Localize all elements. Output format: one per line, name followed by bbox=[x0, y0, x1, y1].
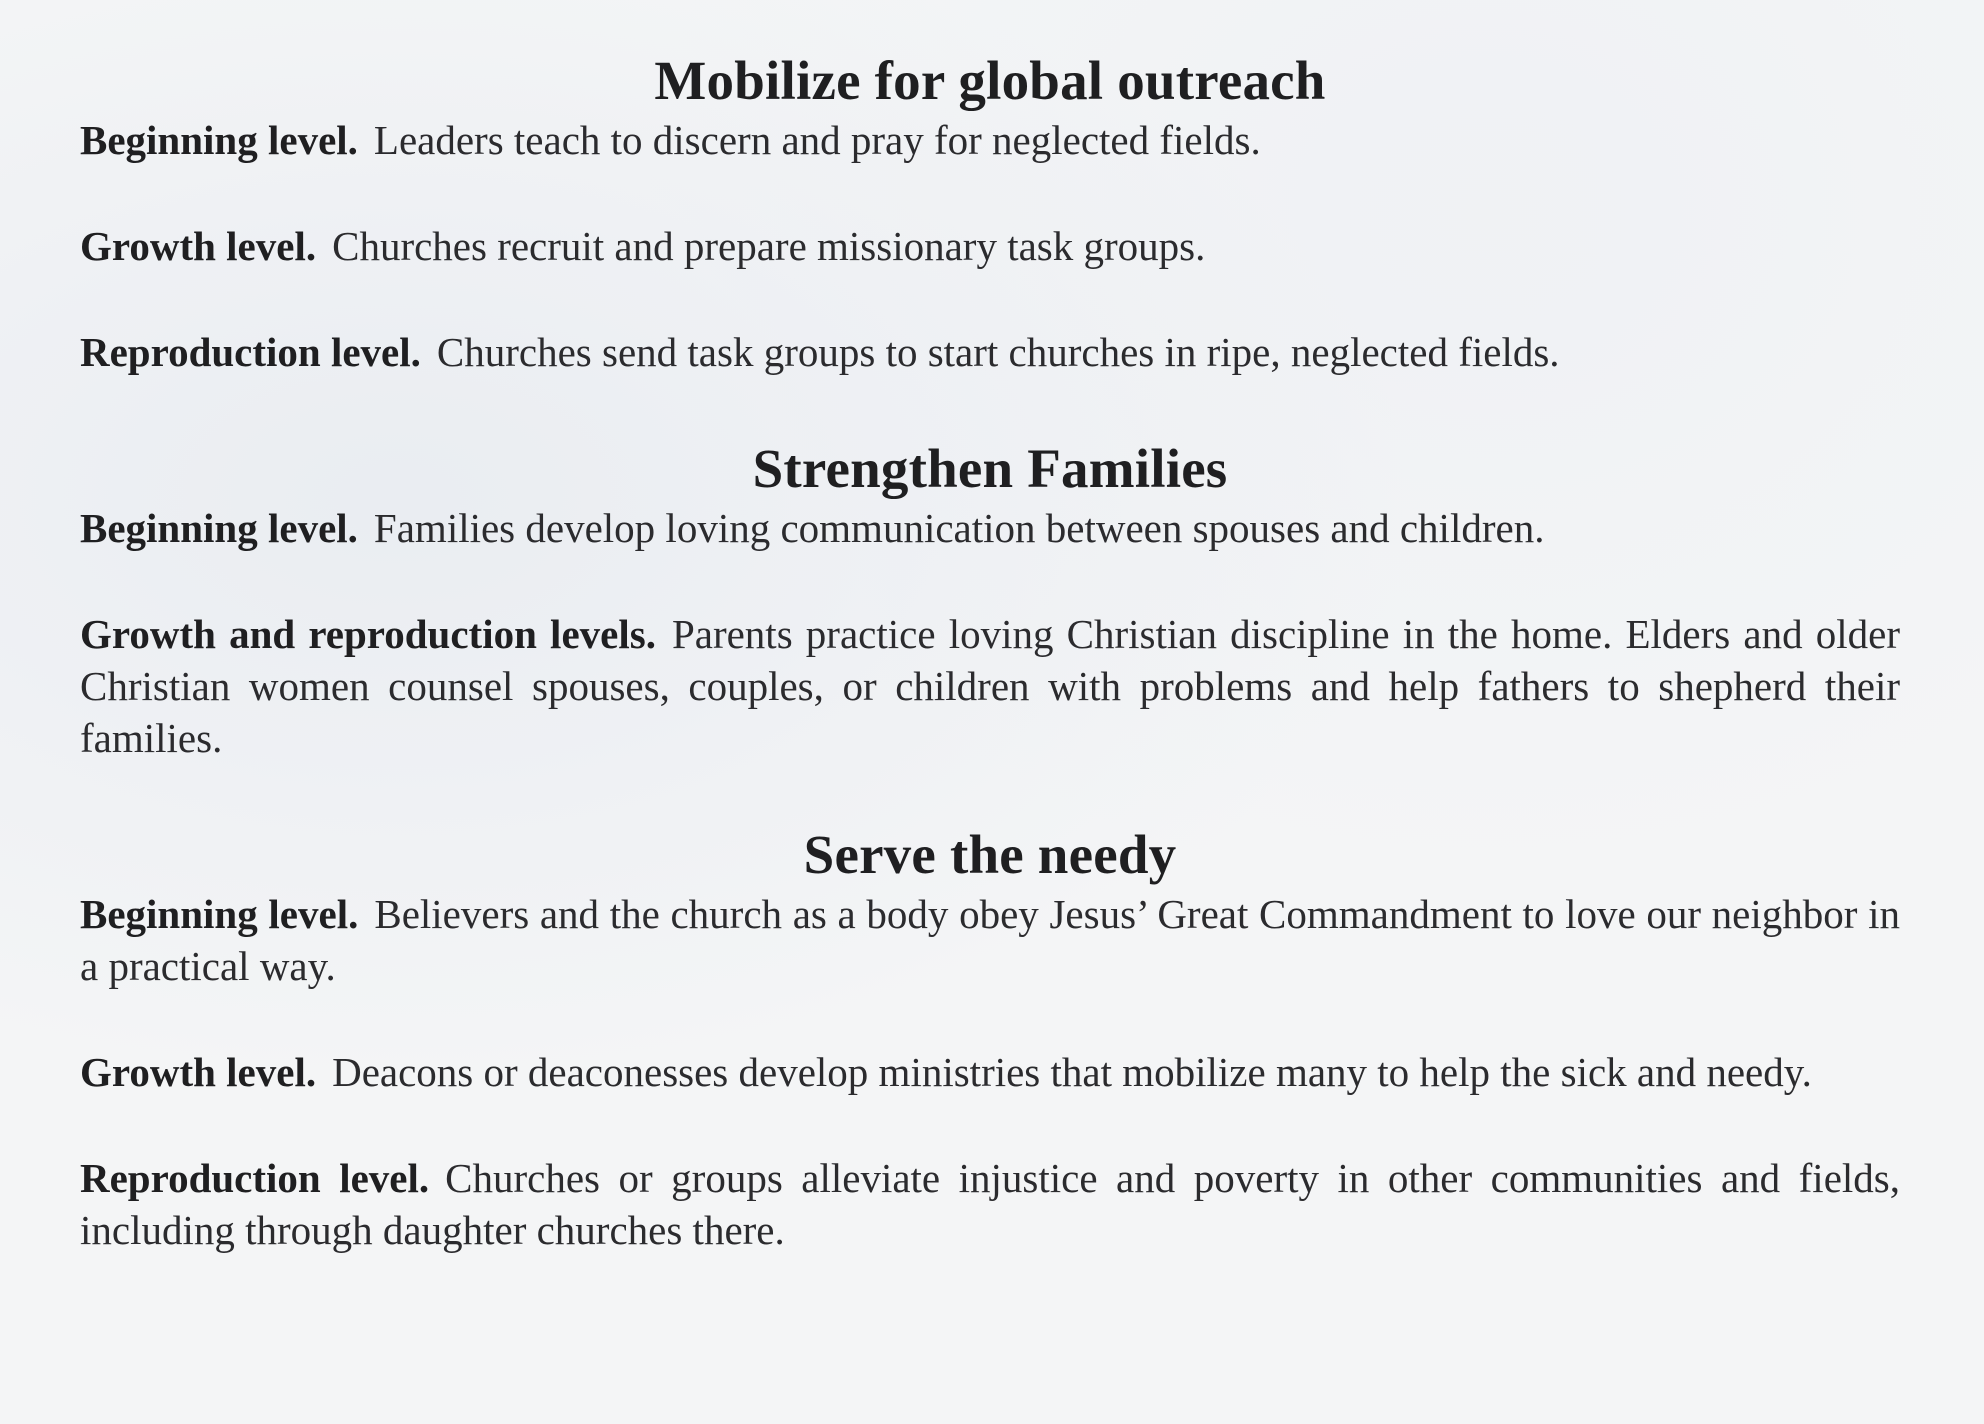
section-heading: Serve the needy bbox=[803, 824, 1177, 885]
entry-text: Families develop loving communication between spouses and children. bbox=[373, 505, 1545, 551]
entry-beginning-level bbox=[80, 114, 1900, 166]
entry-text: Churches or groups alleviate injustice and poverty in other communities and fields, including through daughter churches there. bbox=[80, 1155, 1900, 1253]
entry-text: Leaders teach to discern and pray for neglected fields. bbox=[373, 117, 1261, 163]
entry-term: Beginning level. bbox=[80, 505, 358, 551]
entry-term: Growth level. bbox=[80, 1049, 317, 1095]
entry-beginning-level bbox=[80, 888, 1900, 992]
entry-text: Deacons or deaconesses develop ministries that mobilize many to help the sick and needy. bbox=[332, 1049, 1812, 1095]
entry-reproduction-level bbox=[80, 1152, 1900, 1256]
entry-term: Growth level. bbox=[80, 223, 317, 269]
entry-term: Beginning level. bbox=[80, 117, 358, 163]
entry-text: Believers and the church as a body obey Jesus’ Great Commandment to love our neighbor in a practical way. bbox=[80, 891, 1900, 989]
entry-text: Parents practice loving Christian discipline in the home. Elders and older Christian women counsel spouses, couples, or children with problems and help fathers to shepherd their families. bbox=[80, 611, 1901, 761]
entry-growth-level bbox=[80, 220, 1900, 272]
entry-beginning-level bbox=[80, 502, 1900, 554]
section-global-outreach bbox=[80, 48, 1900, 378]
entry-growth-level bbox=[80, 1046, 1900, 1098]
section-heading: Strengthen Families bbox=[752, 438, 1228, 499]
section-serve-the-needy bbox=[80, 822, 1900, 1256]
entry-term: Reproduction level. bbox=[80, 329, 421, 375]
section-heading: Mobilize for global outreach bbox=[654, 50, 1326, 111]
entry-text: Churches send task groups to start churches in ripe, neglected fields. bbox=[436, 329, 1560, 375]
entry-term: Growth and reproduction levels. bbox=[80, 611, 656, 657]
entry-text: Churches recruit and prepare missionary task groups. bbox=[332, 223, 1206, 269]
section-strengthen-families bbox=[80, 436, 1900, 764]
entry-reproduction-level bbox=[80, 326, 1900, 378]
entry-term: Reproduction level. bbox=[80, 1155, 430, 1201]
entry-term: Beginning level. bbox=[80, 891, 359, 937]
entry-growth-reproduction-levels bbox=[80, 608, 1900, 764]
document-body bbox=[80, 48, 1900, 1314]
